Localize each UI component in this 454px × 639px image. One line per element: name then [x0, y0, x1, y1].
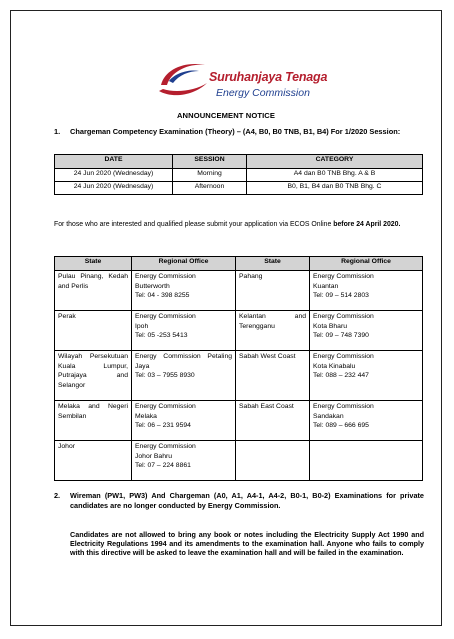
office-state: Sabah East Coast: [236, 401, 310, 441]
office-line: Ipoh: [135, 322, 149, 330]
section-1-heading: Chargeman Competency Examination (Theory) – (A4, B0, B0 TNB, B1, B4) For 1/2020 Session:: [70, 127, 401, 136]
office-state: Pulau Pinang, Kedah and Perlis: [55, 271, 132, 311]
office-details: [132, 311, 236, 351]
regional-offices-table: [54, 256, 423, 481]
offices-header-row: [55, 257, 423, 271]
office-details: [310, 351, 423, 401]
application-deadline: before 24 April 2020.: [333, 221, 401, 228]
office-phone: Tel: 03 – 7955 8930: [135, 372, 195, 379]
table-row: [55, 271, 423, 311]
office-line: Melaka: [135, 412, 157, 420]
office-details: [132, 271, 236, 311]
office-phone: Tel: 088 – 232 447: [313, 372, 369, 379]
office-details: [132, 351, 236, 401]
section-2-number: 2.: [54, 491, 61, 500]
offices-header-office: Regional Office: [310, 257, 423, 271]
office-phone: Tel: 07 – 224 8861: [135, 462, 191, 469]
office-phone: Tel: 04 - 398 8255: [135, 292, 190, 299]
offices-header-state: State: [55, 257, 132, 271]
office-state: Johor: [55, 441, 132, 481]
announcement-page: [10, 10, 442, 626]
table-row: [55, 169, 423, 182]
office-phone: Tel: 09 – 748 7390: [313, 332, 369, 339]
office-line: Kota Kinabalu: [313, 362, 356, 370]
office-phone: Tel: 09 – 514 2803: [313, 292, 369, 299]
swoosh-logo-icon: [155, 55, 213, 101]
office-line: Sandakan: [313, 412, 344, 420]
page-title: ANNOUNCEMENT NOTICE: [176, 111, 276, 120]
schedule-header-date: DATE: [55, 155, 173, 169]
office-line: Energy Commission: [135, 443, 196, 450]
schedule-date: 24 Jun 2020 (Wednesday): [55, 182, 173, 195]
office-phone: Tel: 05 -253 5413: [135, 332, 188, 339]
office-line: Energy Commission: [313, 353, 374, 360]
office-state: Kelantan and Terengganu: [236, 311, 310, 351]
office-line: Energy Commission Petaling Jaya: [135, 353, 232, 370]
office-phone: Tel: 089 – 666 695: [313, 422, 369, 429]
office-line: Energy Commission: [313, 273, 374, 280]
exam-schedule-table: [54, 154, 423, 195]
schedule-header-session: SESSION: [173, 155, 247, 169]
application-instructions: [54, 220, 424, 229]
logo-name-english: Energy Commission: [216, 87, 310, 99]
office-state: Sabah West Coast: [236, 351, 310, 401]
office-state: Melaka and Negeri Sembilan: [55, 401, 132, 441]
office-details: [310, 311, 423, 351]
logo-name-malay: Suruhanjaya Tenaga: [209, 70, 328, 84]
schedule-header-category: CATEGORY: [247, 155, 423, 169]
office-details: [310, 271, 423, 311]
table-row: [55, 182, 423, 195]
exam-hall-rules-note: Candidates are not allowed to bring any book or notes including the Electricity Supply Act 1990 and Electricity Regulations 1994 and its amendments to the examination hall. Anyone who fails to comply with this directive will be asked to leave the examination hall and will be failed in the examination.: [70, 530, 424, 558]
office-line: Johor Bahru: [135, 452, 173, 460]
schedule-session: Morning: [173, 169, 247, 182]
energy-commission-logo: [155, 55, 345, 105]
office-state: Pahang: [236, 271, 310, 311]
offices-header-state: State: [236, 257, 310, 271]
office-line: Energy Commission: [135, 273, 196, 280]
office-details: [132, 401, 236, 441]
office-line: Kota Bharu: [313, 322, 348, 330]
office-details-empty: [310, 441, 423, 481]
schedule-session: Afternoon: [173, 182, 247, 195]
schedule-header-row: [55, 155, 423, 169]
schedule-category: A4 dan B0 TNB Bhg. A & B: [247, 169, 423, 182]
office-line: Energy Commission: [313, 313, 374, 320]
office-line: Kuantan: [313, 282, 339, 290]
office-line: Energy Commission: [313, 403, 374, 410]
section-1-number: 1.: [54, 127, 61, 136]
office-line: Energy Commission: [135, 313, 196, 320]
offices-header-office: Regional Office: [132, 257, 236, 271]
office-state-empty: [236, 441, 310, 481]
application-text: For those who are interested and qualified please submit your application via ECOS Online: [54, 221, 332, 228]
office-state: Wilayah Persekutuan Kuala Lumpur, Putrajaya and Selangor: [55, 351, 132, 401]
table-row: [55, 441, 423, 481]
office-line: Butterworth: [135, 282, 170, 290]
office-phone: Tel: 06 – 231 9594: [135, 422, 191, 429]
section-2-text: Wireman (PW1, PW3) And Chargeman (A0, A1, A4-1, A4-2, B0-1, B0-2) Examinations for private candidates are no longer conducted by Energy Commission.: [70, 491, 424, 510]
office-details: [132, 441, 236, 481]
table-row: [55, 401, 423, 441]
office-line: Energy Commission: [135, 403, 196, 410]
schedule-category: B0, B1, B4 dan B0 TNB Bhg. C: [247, 182, 423, 195]
table-row: [55, 311, 423, 351]
office-details: [310, 401, 423, 441]
table-row: [55, 351, 423, 401]
office-state: Perak: [55, 311, 132, 351]
schedule-date: 24 Jun 2020 (Wednesday): [55, 169, 173, 182]
